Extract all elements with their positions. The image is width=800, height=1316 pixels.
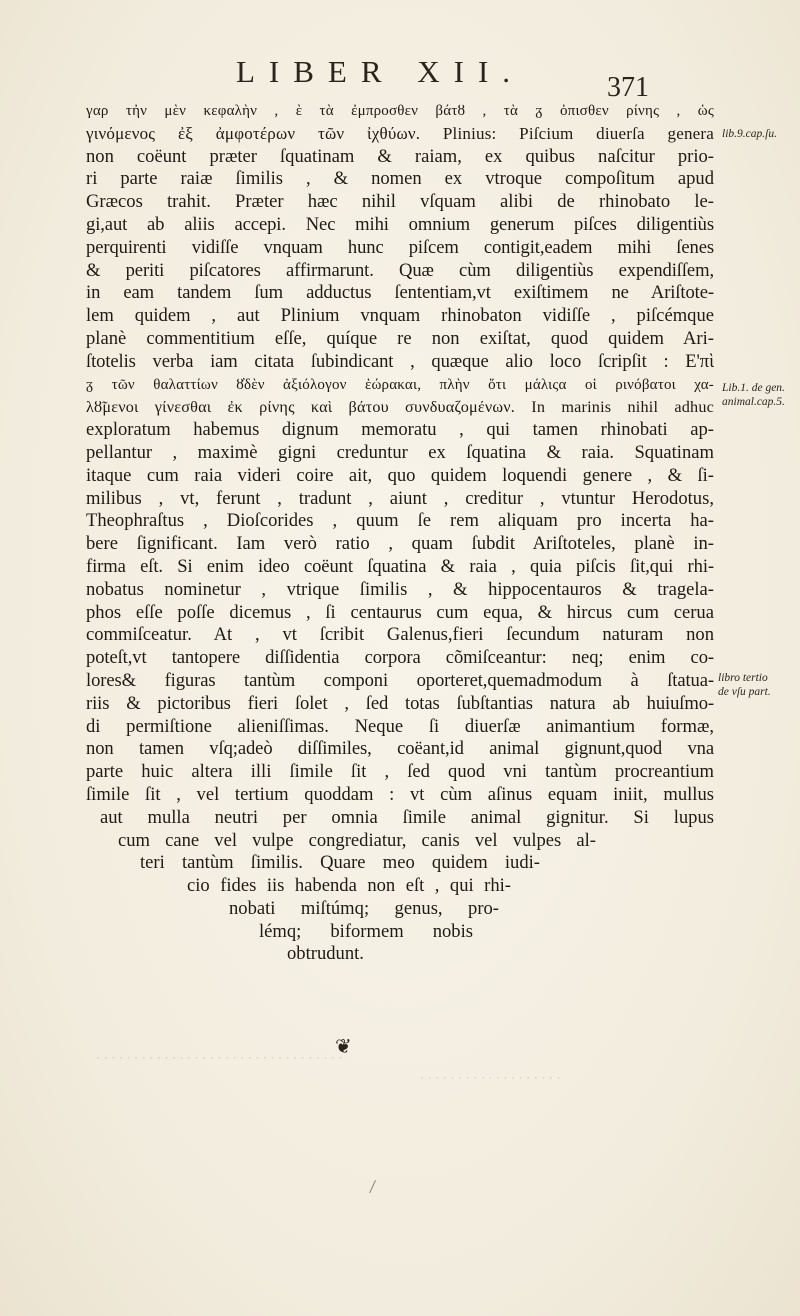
text-line: bere ſignificant. Iam verò ratio , quam ſubdit Ariſtoteles, planè in- (86, 533, 714, 555)
text-line: obtrudunt. (287, 943, 364, 965)
show-through-text: · · · · · · · · · · · · · · · · · · · (420, 1070, 561, 1085)
text-line: ᵹ τῶν θαλαττίων ȣ̓δὲν ἀξιόλογον ἑώρακαι, πλὴν ὅτι μάλιςα οἱ ρινόβατοι χα- (86, 376, 714, 393)
text-line: non tamen vſq;adeò diſſimiles, coëant,id animal gignunt,quod vna (86, 738, 714, 760)
text-line: firma eſt. Si enim ideo coëunt ſquatina & raia , quia piſcis ſit,qui rhi- (86, 555, 714, 577)
running-head: LIBER XII. (235, 54, 525, 89)
text-line: cio fides iis habenda non eſt , qui rhi- (187, 875, 511, 897)
page-number: 371 (607, 72, 649, 103)
text-line: in eam tandem ſum adductus ſententiam,vt exiſtimem ne Ariſtote- (86, 282, 714, 304)
text-line: cum cane vel vulpe congrediatur, canis vel vulpes al- (118, 829, 596, 851)
tailpiece-ornament: ❦ (335, 1036, 352, 1058)
margin-note: de vſu part. (718, 686, 771, 698)
text-line: teri tantùm ſimilis. Quare meo quidem iudi- (140, 852, 540, 874)
margin-note: lib.9.cap.ſu. (722, 128, 777, 140)
text-line: gi,aut ab aliis accepi. Nec mihi omnium generum piſces diligentiùs (86, 213, 714, 235)
text-line: exploratum habemus dignum memoratu , qui tamen rhinobati ap- (86, 419, 714, 441)
show-through-text: · · · · · · · · · · · · · · · · · · · · · · · · · · · · · · · · · (96, 1050, 343, 1065)
text-line: perquirenti vidiſſe vnquam hunc piſcem contigit,eadem mihi ſenes (86, 236, 714, 258)
main-text (86, 100, 714, 966)
text-line: pellantur , maximè gigni creduntur ex ſquatina & raia. Squatinam (86, 441, 714, 463)
text-line: lémq; biformem nobis (259, 920, 473, 942)
margin-note: libro tertio (718, 672, 768, 684)
margin-note: animal.cap.5. (722, 396, 785, 408)
text-line: ſtotelis verba iam citata ſubindicant , quæque alio loco ſcripſit : Ε'πὶ (86, 350, 714, 372)
text-line: aut mulla neutri per omnia ſimile animal gignitur. Si lupus (100, 806, 714, 828)
text-line: nobati miſtúmq; genus, pro- (229, 897, 499, 919)
text-line: riis & pictoribus fieri ſolet , ſed totas ſubſtantias natura ab huiuſmo- (86, 692, 714, 714)
text-line: itaque cum raia videri coire ait, quo quidem loquendi genere , & ſi- (86, 464, 714, 486)
margin-note: Lib.1. de gen. (722, 382, 785, 394)
text-line: & periti piſcatores affirmarunt. Quæ cùm diligentiùs expendiſſem, (86, 259, 714, 281)
text-line: commiſceatur. At , vt ſcribit Galenus,fieri ſecundum naturam non (86, 624, 714, 646)
text-line: λȣ̃μενοι γίνεσθαι ἐκ ρίνης καὶ βάτου συνδυαζομένων. In marinis nihil adhuc (86, 398, 714, 417)
text-line: lores& figuras tantùm componi oporteret,quemadmodum à ſtatua- (86, 669, 714, 691)
text-line: planè commentitium eſſe, quíque re non exiſtat, quod quidem Ari- (86, 327, 714, 349)
text-line: non coëunt præter ſquatinam & raiam, ex quibus naſcitur prio- (86, 145, 714, 167)
text-line: lem quidem , aut Plinium vnquam rhinobaton vidiſſe , piſcémque (86, 305, 714, 327)
stray-pen-mark (369, 1180, 378, 1194)
text-line: phos eſſe poſſe dicemus , ſi centaurus cum equa, & hircus cum cerua (86, 601, 714, 623)
text-line: di permiſtione alieniſſimas. Neque ſi diuerſæ animantium formæ, (86, 715, 714, 737)
text-line: milibus , vt, ferunt , tradunt , aiunt , creditur , vtuntur Herodotus, (86, 487, 714, 509)
text-line: γαρ τἠν μὲν κεφαλὴν , ὲ τὰ ἐμπρoσθεν βάτȣ , τὰ ᵹ ὀπισθεν ρίνης , ὡς (86, 103, 714, 119)
text-line: Græcos trahit. Præter hæc nihil vſquam alibi de rhinobato le- (86, 191, 714, 213)
text-line: parte huic altera illi ſimile ſit , ſed quod vni tantùm procreantium (86, 761, 714, 783)
text-line: γινόμενος ἐξ ἀμφοτέρων τῶν ἰχθύων. Plinius: Piſcium diuerſa genera (86, 123, 714, 143)
text-line: poteſt,vt tantopere diſſidentia corpora cõmiſceantur: neq; enim co- (86, 647, 714, 669)
text-line: nobatus nominetur , vtrique ſimilis , & hippocentauros & tragela- (86, 578, 714, 600)
text-line: ſimile ſit , vel tertium quoddam : vt cùm aſinus equam inіit, mullus (86, 783, 714, 805)
text-line: ri parte raiæ ſimilis , & nomen ex vtroque compoſitum apud (86, 168, 714, 190)
text-line: Theophraſtus , Dioſcorides , quum ſe rem aliquam pro incerta ha- (86, 510, 714, 532)
